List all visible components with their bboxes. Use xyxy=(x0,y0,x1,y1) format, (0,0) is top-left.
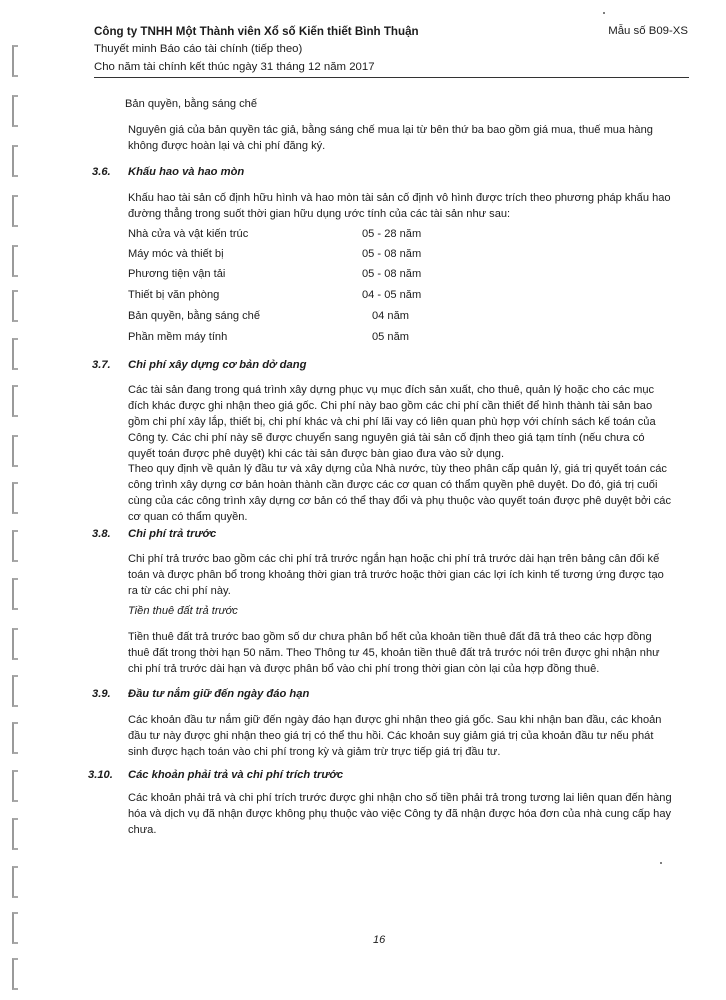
page-number: 16 xyxy=(373,934,386,946)
text-line: ra từ các chi phí này. xyxy=(128,585,231,597)
asset-category: Phương tiện vận tải xyxy=(128,268,226,280)
text-line: đường thẳng trong suốt thời gian hữu dụng ước tính của các tài sản như sau: xyxy=(128,208,511,220)
section-title: Các khoản phải trả và chi phí trích trước xyxy=(128,769,344,781)
section-paragraph xyxy=(128,382,693,462)
text-line: cơ quan có thẩm quyền. xyxy=(128,511,248,523)
company-name: Công ty TNHH Một Thành viên Xổ số Kiến thiết Bình Thuận xyxy=(94,25,419,38)
asset-category: Bản quyền, bằng sáng chế xyxy=(128,310,260,322)
binding-holes xyxy=(0,0,30,1000)
section-paragraph xyxy=(128,461,693,525)
useful-life: 04 - 05 năm xyxy=(362,289,422,301)
section-title: Chi phí xây dựng cơ bản dở dang xyxy=(128,359,307,371)
form-code: Mẫu số B09-XS xyxy=(608,25,688,37)
useful-life: 05 - 08 năm xyxy=(362,248,422,260)
text-line: đầu tư này được ghi nhận theo giá trị có thể thu hồi. Các khoản suy giảm giá trị của khoản đầu tư nếu phát xyxy=(128,730,654,742)
useful-life: 05 - 08 năm xyxy=(362,268,422,280)
subsection-heading: Tiền thuê đất trả trước xyxy=(128,605,238,617)
asset-category: Thiết bị văn phòng xyxy=(128,289,220,301)
text-line: đích khác được ghi nhận theo giá gốc. Chi phí này bao gồm các chi phí cần thiết để hình thành tài sản bao xyxy=(128,400,653,412)
text-line: Khấu hao tài sản cố định hữu hình và hao mòn tài sản cố định vô hình được trích theo phương pháp khấu hao xyxy=(128,192,671,204)
section-number: 3.9. xyxy=(92,688,111,700)
text-line: Các tài sản đang trong quá trình xây dựng phục vụ mục đích sản xuất, cho thuê, quản lý hoặc cho các mục xyxy=(128,384,655,396)
asset-category: Nhà cửa và vật kiến trúc xyxy=(128,228,249,240)
text-line: sinh được hạch toán vào chi phí trong kỳ và giảm trừ trực tiếp giá trị đầu tư. xyxy=(128,746,501,758)
section-number: 3.10. xyxy=(88,769,113,781)
text-line: Nguyên giá của bản quyền tác giả, bằng sáng chế mua lại từ bên thứ ba bao gồm giá mua, thuế mua hàng xyxy=(128,124,653,136)
section-paragraph xyxy=(128,790,693,838)
header-rule xyxy=(94,77,689,78)
section-paragraph xyxy=(128,629,693,677)
text-line: Theo quy định về quản lý đầu tư và xây dựng của Nhà nước, tùy theo phân cấp quản lý, giá trị quyết toán các xyxy=(128,463,667,475)
text-line: thuê đất trong thời hạn 50 năm. Theo Thông tư 45, khoản tiền thuê đất trả trước nói trên được ghi nhận như xyxy=(128,647,660,659)
text-line: quyết toán được phê duyệt) khi các tài sản được bàn giao đưa vào sử dụng. xyxy=(128,448,505,460)
section-number: 3.7. xyxy=(92,359,111,371)
text-line: Tiền thuê đất trả trước bao gồm số dư chưa phân bổ hết của khoản tiền thuê đất đã trả theo các hợp đồng xyxy=(128,631,652,643)
useful-life: 04 năm xyxy=(372,310,410,322)
section-number: 3.6. xyxy=(92,166,111,178)
text-line: chưa. xyxy=(128,824,157,836)
text-line: chi phí trả trước dài hạn và được phân bổ vào chi phí trong thời gian còn lại của hợp đồng thuê. xyxy=(128,663,600,675)
section-title: Chi phí trả trước xyxy=(128,528,217,540)
section-title: Đầu tư nắm giữ đến ngày đáo hạn xyxy=(128,688,310,700)
text-line: gồm chi phí xây lắp, thiết bị, chi phí khác và chi phí lãi vay có liên quan phù hợp với chính sách kế toán của xyxy=(128,416,656,428)
section-paragraph xyxy=(128,190,693,222)
report-period: Cho năm tài chính kết thúc ngày 31 tháng 12 năm 2017 xyxy=(94,61,375,73)
text-line: không được hoàn lại và chi phí đăng ký. xyxy=(128,140,326,152)
useful-life: 05 năm xyxy=(372,331,410,343)
section-paragraph xyxy=(128,712,693,760)
text-line: hóa và dịch vụ đã nhận được không phụ thuộc vào việc Công ty đã nhận được hóa đơn của nhà cung cấp hay xyxy=(128,808,672,820)
intro-paragraph xyxy=(128,122,693,154)
text-line: Công ty. Các chi phí này sẽ được chuyển sang nguyên giá tài sản cố định theo giá tạm tính (nếu chưa có xyxy=(128,432,645,444)
intro-heading: Bản quyền, bằng sáng chế xyxy=(125,98,257,110)
report-subtitle: Thuyết minh Báo cáo tài chính (tiếp theo) xyxy=(94,43,303,55)
text-line: Các khoản đầu tư nắm giữ đến ngày đáo hạn được ghi nhận theo giá gốc. Sau khi nhận ban đầu, các khoản xyxy=(128,714,662,726)
section-number: 3.8. xyxy=(92,528,111,540)
text-line: Chi phí trả trước bao gồm các chi phí trả trước ngắn hạn hoặc chi phí trả trước dài hạn trên bảng cân đối kế xyxy=(128,553,660,565)
text-line: cùng của các công trình xây dựng cơ bản có thể thay đổi và phụ thuộc vào quyết toán được phê duyệt bởi các xyxy=(128,495,672,507)
text-line: toán và được phân bổ trong khoảng thời gian trả trước hoặc thời gian các lợi ích kinh tế tương ứng được tạo xyxy=(128,569,664,581)
asset-category: Máy móc và thiết bị xyxy=(128,248,224,260)
useful-life: 05 - 28 năm xyxy=(362,228,422,240)
text-line: Các khoản phải trả và chi phí trích trước được ghi nhận cho số tiền phải trả trong tương lai liên quan đến hàng xyxy=(128,792,672,804)
section-paragraph xyxy=(128,551,693,599)
asset-category: Phần mềm máy tính xyxy=(128,331,228,343)
text-line: công trình xây dựng cơ bản hoàn thành cần được các cơ quan có thẩm quyền phê duyệt. Do đó, giá trị cuối xyxy=(128,479,658,491)
section-title: Khấu hao và hao mòn xyxy=(128,166,245,178)
